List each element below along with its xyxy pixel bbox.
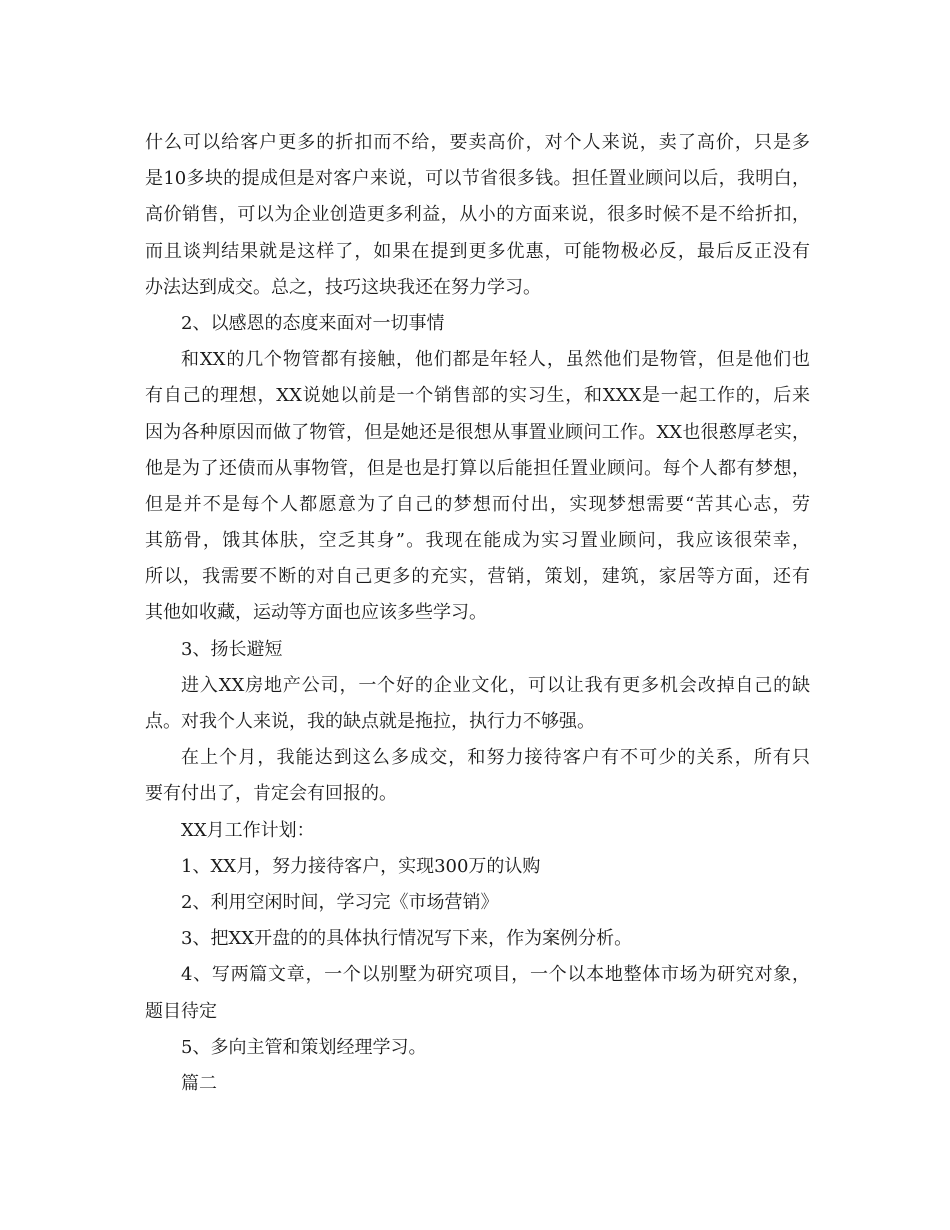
text-line: 其他如收藏，运动等方面也应该多些学习。 [145, 602, 487, 624]
text-line: 进入XX房地产公司，一个好的企业文化，可以让我有更多机会改掉自己的缺 [181, 674, 810, 696]
text-line: 他是为了还债而从事物管，但是也是打算以后能担任置业顾问。每个人都有梦想， [145, 457, 810, 479]
text-line: 有自己的理想，XX说她以前是一个销售部的实习生，和XXX是一起工作的，后来 [145, 385, 810, 407]
text-line: 而且谈判结果就是这样了，如果在提到更多优惠，可能物极必反，最后反正没有 [145, 240, 810, 262]
text-line: 在上个月，我能达到这么多成交，和努力接待客户有不可少的关系，所有只 [181, 747, 810, 769]
document-body [145, 125, 810, 1102]
text-line: 但是并不是每个人都愿意为了自己的梦想而付出，实现梦想需要“苦其心志，劳 [145, 493, 810, 515]
text-line: 3、扬长避短 [181, 638, 283, 660]
text-line: 5、多向主管和策划经理学习。 [181, 1036, 427, 1058]
text-line: 3、把XX开盘的的具体执行情况写下来，作为案例分析。 [181, 928, 633, 950]
text-line: 题目待定 [145, 1000, 217, 1022]
text-line: 2、利用空闲时间，学习完《市场营销》 [181, 891, 499, 913]
text-line: XX月工作计划： [181, 819, 315, 841]
text-line: 什么可以给客户更多的折扣而不给，要卖高价，对个人来说，卖了高价，只是多 [145, 132, 810, 153]
text-line: 和XX的几个物管都有接触，他们都是年轻人，虽然他们是物管，但是他们也 [181, 349, 810, 371]
text-line: 4、写两篇文章，一个以别墅为研究项目，一个以本地整体市场为研究对象， [181, 964, 810, 986]
text-line: 要有付出了，肯定会有回报的。 [145, 783, 397, 805]
text-line: 所以，我需要不断的对自己更多的充实，营销，策划，建筑，家居等方面，还有 [145, 566, 810, 588]
text-line: 办法达到成交。总之，技巧这块我还在努力学习。 [145, 276, 541, 298]
text-line: 点。对我个人来说，我的缺点就是拖拉，执行力不够强。 [145, 711, 595, 732]
text-line: 1、XX月，努力接待客户，实现300万的认购 [181, 855, 541, 877]
text-line: 其筋骨，饿其体肤，空乏其身”。我现在能成为实习置业顾问，我应该很荣幸， [145, 530, 810, 552]
text-line: 因为各种原因而做了物管，但是她还是很想从事置业顾问工作。XX也很憨厚老实， [145, 421, 810, 443]
text-line: 是10多块的提成但是对客户来说，可以节省很多钱。担任置业顾问以后，我明白， [145, 168, 810, 190]
text-line: 2、以感恩的态度来面对一切事情 [181, 312, 445, 334]
text-line: 高价销售，可以为企业创造更多利益，从小的方面来说，很多时候不是不给折扣， [145, 204, 810, 226]
text-line: 篇二 [181, 1072, 217, 1094]
